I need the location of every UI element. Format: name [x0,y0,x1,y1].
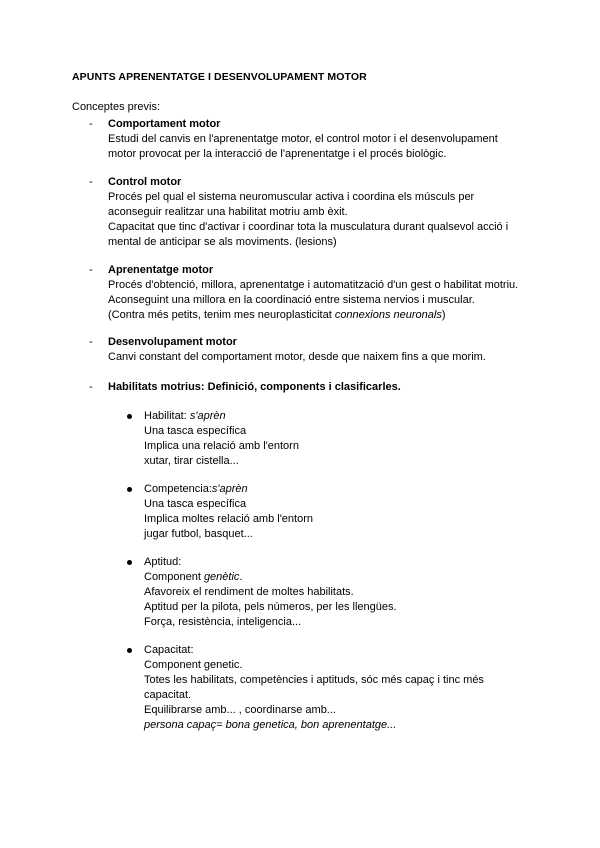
bullet-line: Implica moltes relació amb l'entorn [144,513,314,525]
bullet-line [144,570,527,585]
note-text: (Contra més petits, tenim mes neuroplasticitat [108,309,335,321]
bullet-line: Component genetic. [144,659,243,671]
bullet-dot [127,487,132,492]
section-line: mental de anticipar se als moviments. (lesions) [108,236,337,248]
line-italic: genètic [203,571,240,583]
bullet-line: capacitat. [144,689,192,701]
section-desenvolupament-motor [89,335,539,365]
bullet-label: Aptitud: [144,556,182,568]
bullet-label-text: Competencia: [144,483,212,495]
section-title: Aprenentatge motor [108,264,214,276]
bullet-label: Capacitat: [144,644,194,656]
bullet-dot [127,560,132,565]
bullet-competencia [127,482,527,542]
section-line: motor provocat per la interacció de l'aprenentatge i el procés biològic. [108,148,447,160]
dash-marker: - [89,264,93,276]
section-comportament-motor [89,117,539,162]
bullet-line-italic: persona capaç= bona genetica, bon aprenentatge... [144,719,397,731]
bullet-label-text: Habilitat: [144,410,190,422]
dash-marker: - [89,176,93,188]
bullet-line: Força, resistència, inteligencia... [144,616,302,628]
line-punct: . [239,571,243,583]
section-habilitats-motrius [89,380,539,395]
section-control-motor [89,175,539,250]
note-close: ) [441,309,446,321]
bullet-line: Totes les habilitats, competències i aptituds, sóc més capaç i tinc més [144,674,484,686]
bullet-line: Afavoreix el rendiment de moltes habilitats. [144,586,354,598]
bullet-line: jugar futbol, basquet... [144,528,253,540]
section-line: Procés d'obtenció, millora, aprenentatge i automatització d'un gest o habilitat motriu. [108,279,519,291]
intro-label: Conceptes previs: [72,101,161,113]
section-title: Desenvolupament motor [108,336,237,348]
document-title: APUNTS APRENENTATGE I DESENVOLUPAMENT MOTOR [72,71,367,83]
bullet-aptitud [127,555,527,630]
section-title: Comportament motor [108,118,221,130]
line-text: Component [144,571,204,583]
bullet-capacitat [127,643,527,733]
section-line: Capacitat que tinc d'activar i coordinar tota la musculatura durant qualsevol acció i [108,221,509,233]
section-title: Control motor [108,176,182,188]
bullet-line: Aptitud per la pilota, pels números, per les llengües. [144,601,397,613]
section-title: Habilitats motrius: Definició, components i clasificarles. [108,381,401,393]
bullet-line: Implica una relació amb l'entorn [144,440,299,452]
section-line: Aconseguint una millora en la coordinació entre sistema nervios i muscular. [108,294,475,306]
section-line: Estudi del canvis en l'aprenentatge motor, el control motor i el desenvolupament [108,133,498,145]
note-italic: connexions neuronals [334,309,442,321]
dash-marker: - [89,336,93,348]
dash-marker: - [89,118,93,130]
bullet-dot [127,414,132,419]
dash-marker: - [89,381,93,393]
section-note [108,308,539,323]
bullet-habilitat [127,409,527,469]
bullet-line: Una tasca específica [144,498,247,510]
section-line: aconseguir realitzar una habilitat motriu amb èxit. [108,206,348,218]
bullet-line: Una tasca específica [144,425,247,437]
bullet-label-italic: s'aprèn [211,483,248,495]
bullet-label [144,482,527,497]
bullet-line: Equilibrarse amb... , coordinarse amb... [144,704,336,716]
section-line: Procés pel qual el sistema neuromuscular activa i coordina els músculs per [108,191,475,203]
section-line: Canvi constant del comportament motor, desde que naixem fins a que morim. [108,351,486,363]
bullet-label-italic: s'aprèn [189,410,226,422]
bullet-label [144,409,527,424]
section-aprenentatge-motor [89,263,539,323]
bullet-dot [127,648,132,653]
bullet-line: xutar, tirar cistella... [144,455,239,467]
